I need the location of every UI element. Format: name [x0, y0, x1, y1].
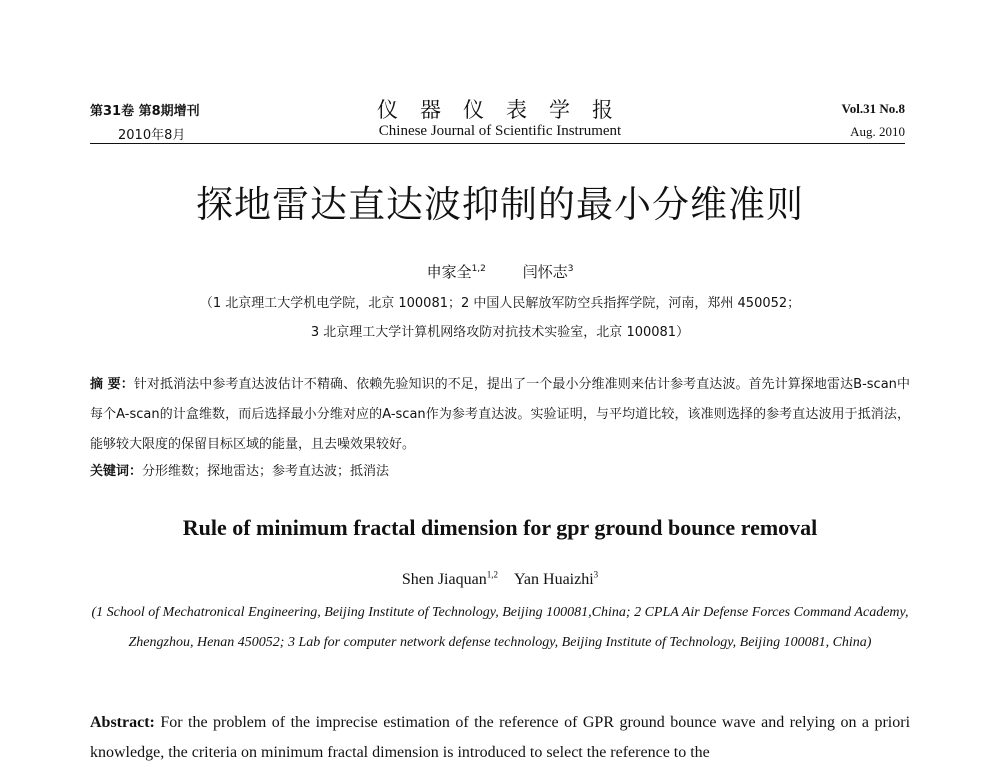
affiliation-cn-line1: （1 北京理工大学机电学院，北京 100081；2 中国人民解放军防空兵指挥学院，河南，郑州 450052； — [199, 296, 801, 311]
journal-name-cn: 仪器仪表学报 — [377, 98, 635, 122]
running-header-date: 2010年8月 — [118, 128, 186, 143]
abstract-cn-text: 针对抵消法中参考直达波估计不精确、依赖先验知识的不足，提出了一个最小分维准则来估计参考直达波。首先计算探地雷达B-scan中每个A-scan的计盒维数，而后选择最小分维对应的A-scan作为参考直达波。实验证明，与平均道比较，该准则选择的参考直达波用于抵消法，能够较大限度的保留目标区域的能量，且去噪效果较好。 — [90, 377, 910, 452]
paper-title-cn: 探地雷达直达波抑制的最小分维准则 — [196, 183, 804, 226]
header-rule — [90, 143, 905, 144]
running-header-issue-date: Aug. 2010 — [850, 124, 905, 139]
paper-title-en: Rule of minimum fractal dimension for gpr ground bounce removal — [182, 515, 818, 540]
authors-en — [0, 571, 1000, 589]
abstract-cn — [90, 370, 910, 460]
running-header-vol-no: Vol.31 No.8 — [841, 101, 905, 116]
abstract-en — [90, 708, 910, 768]
keywords-cn — [90, 460, 389, 479]
author-cn: 闫怀志$^3$ — [522, 263, 574, 281]
author-en: Shen Jiaquan$^{1,2}$ — [401, 569, 498, 588]
abstract-en-label: Abstract: — [90, 714, 155, 731]
authors-cn — [0, 261, 1000, 282]
affiliation-en: (1 School of Mechatronical Engineering, Beijing Institute of Technology, Beijing 100081,China; 2 CPLA Air Defense Forces Command Academy, Zhengzhou, Henan 450052; 3 Lab for computer network defense technology, Beijing Institute of Technology, Beijing 100081, China) — [91, 605, 909, 650]
author-en: Yan Huaizhi$^3$ — [513, 569, 599, 588]
keywords-cn-text: 分形维数；探地雷达；参考直达波；抵消法 — [142, 464, 390, 479]
journal-name-en: Chinese Journal of Scientific Instrument — [378, 123, 622, 139]
affiliation-cn-line2: 3 北京理工大学计算机网络攻防对抗技术实验室，北京 100081） — [310, 325, 690, 340]
abstract-en-text: For the problem of the imprecise estimation of the reference of GPR ground bounce wave and relying on a priori knowledge, the criteria on minimum fractal dimension is introduced to select the reference to the — [90, 714, 911, 761]
author-cn: 申家全$^{1,2}$ — [426, 263, 486, 281]
running-header-volume: 第31卷 第8期增刊 — [90, 104, 200, 119]
abstract-cn-label: 摘 要： — [90, 377, 134, 392]
keywords-cn-label: 关键词： — [90, 464, 143, 479]
